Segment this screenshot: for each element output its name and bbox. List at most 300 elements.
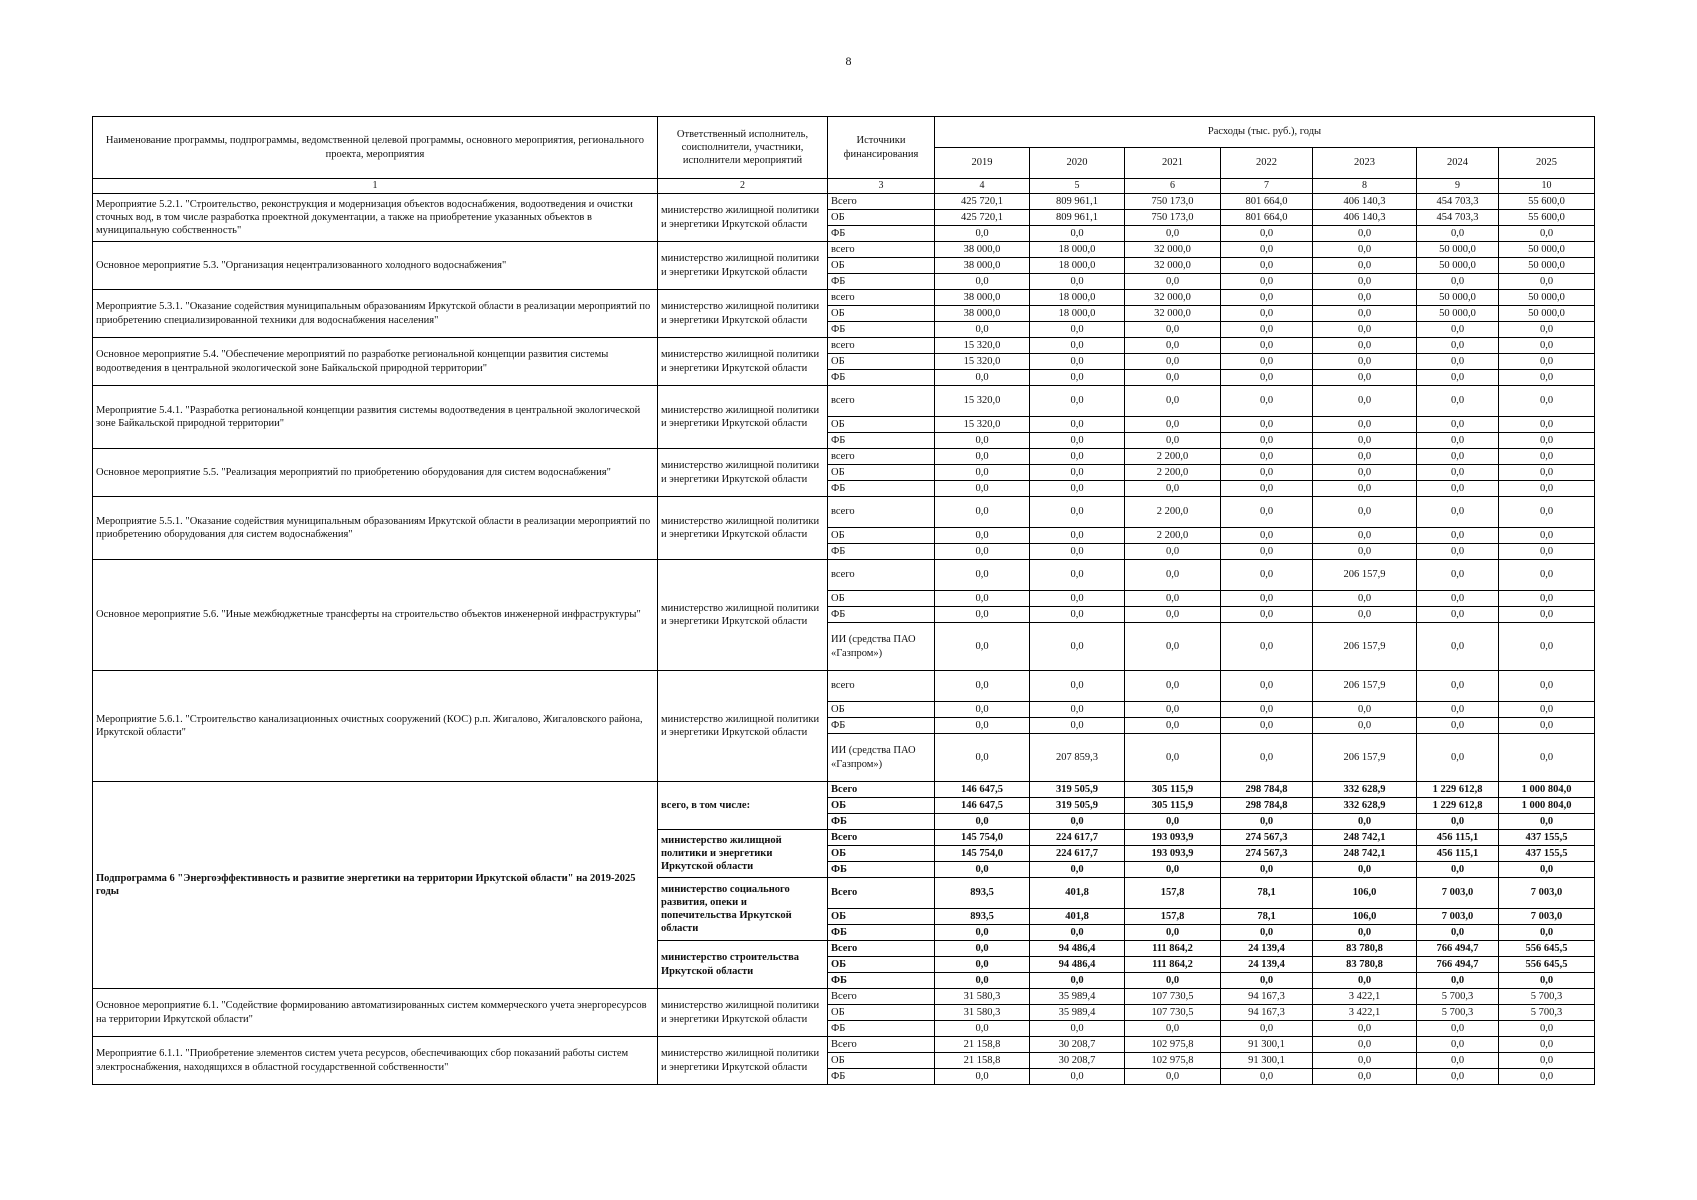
- header-funding-source: Источники финансирования: [828, 117, 935, 179]
- expense-value: 0,0: [1417, 497, 1499, 528]
- expense-value: 0,0: [1030, 623, 1125, 671]
- expense-value: 206 157,9: [1313, 623, 1417, 671]
- expense-value: 406 140,3: [1313, 194, 1417, 210]
- funding-source: ОБ: [828, 591, 935, 607]
- expense-value: 0,0: [1417, 718, 1499, 734]
- expense-value: 0,0: [1499, 544, 1595, 560]
- expense-value: 111 864,2: [1125, 941, 1221, 957]
- expense-value: 0,0: [1221, 1069, 1313, 1085]
- expense-value: 437 155,5: [1499, 846, 1595, 862]
- expense-value: 224 617,7: [1030, 830, 1125, 846]
- expense-value: 809 961,1: [1030, 210, 1125, 226]
- expense-value: 0,0: [1499, 1053, 1595, 1069]
- expense-value: 50 000,0: [1499, 290, 1595, 306]
- expense-value: 0,0: [1417, 925, 1499, 941]
- expense-value: 91 300,1: [1221, 1053, 1313, 1069]
- expense-value: 0,0: [935, 544, 1030, 560]
- expense-value: 91 300,1: [1221, 1037, 1313, 1053]
- expense-value: 18 000,0: [1030, 242, 1125, 258]
- program-item-name: Мероприятие 6.1.1. "Приобретение элементов систем учета ресурсов, обеспечивающих сбор показаний работы систем электроснабжения, находящихся в областной государственной собственности": [93, 1037, 658, 1085]
- expense-value: 0,0: [1221, 306, 1313, 322]
- expense-value: 0,0: [1125, 814, 1221, 830]
- expense-value: 0,0: [1499, 465, 1595, 481]
- expense-value: 50 000,0: [1417, 242, 1499, 258]
- expense-value: 0,0: [1221, 718, 1313, 734]
- expense-value: 0,0: [1417, 417, 1499, 433]
- expense-value: 0,0: [1125, 338, 1221, 354]
- expense-value: 2 200,0: [1125, 449, 1221, 465]
- expense-value: 0,0: [1313, 449, 1417, 465]
- column-number: 1: [93, 179, 658, 194]
- header-year: 2019: [935, 148, 1030, 179]
- expense-value: 0,0: [1313, 417, 1417, 433]
- expense-value: 0,0: [1499, 226, 1595, 242]
- expense-value: 332 628,9: [1313, 798, 1417, 814]
- expense-value: 0,0: [1417, 226, 1499, 242]
- expense-value: 146 647,5: [935, 798, 1030, 814]
- expense-value: 0,0: [1030, 925, 1125, 941]
- responsible-executor: министерство жилищной политики и энергетики Иркутской области: [658, 560, 828, 671]
- table-row: [93, 671, 1595, 702]
- program-item-name: Основное мероприятие 5.5. "Реализация мероприятий по приобретению оборудования для систем водоснабжения": [93, 449, 658, 497]
- expense-value: 0,0: [1125, 322, 1221, 338]
- expense-value: 0,0: [1125, 433, 1221, 449]
- responsible-executor: министерство жилищной политики и энергетики Иркутской области: [658, 449, 828, 497]
- expense-value: 50 000,0: [1417, 306, 1499, 322]
- expense-value: 193 093,9: [1125, 830, 1221, 846]
- expense-value: 0,0: [1499, 973, 1595, 989]
- expense-value: 94 167,3: [1221, 1005, 1313, 1021]
- responsible-executor: министерство жилищной политики и энергетики Иркутской области: [658, 671, 828, 782]
- funding-source: ОБ: [828, 528, 935, 544]
- expense-value: 0,0: [1313, 354, 1417, 370]
- expense-value: 0,0: [1125, 702, 1221, 718]
- expense-value: 0,0: [1030, 481, 1125, 497]
- expense-value: 305 115,9: [1125, 798, 1221, 814]
- expense-value: 0,0: [1125, 607, 1221, 623]
- expense-value: 0,0: [1499, 370, 1595, 386]
- header-year: 2020: [1030, 148, 1125, 179]
- expense-value: 0,0: [935, 1069, 1030, 1085]
- expense-value: 15 320,0: [935, 417, 1030, 433]
- funding-source: ИИ (средства ПАО «Газпром»): [828, 623, 935, 671]
- expense-value: 7 003,0: [1417, 909, 1499, 925]
- expense-value: 0,0: [1125, 973, 1221, 989]
- expense-value: 0,0: [935, 465, 1030, 481]
- expense-value: 30 208,7: [1030, 1053, 1125, 1069]
- expense-value: 1 000 804,0: [1499, 782, 1595, 798]
- expense-value: 0,0: [1030, 1069, 1125, 1085]
- expense-value: 319 505,9: [1030, 782, 1125, 798]
- expense-value: 38 000,0: [935, 290, 1030, 306]
- expense-value: 0,0: [1417, 862, 1499, 878]
- expense-value: 0,0: [1313, 925, 1417, 941]
- funding-source: всего: [828, 386, 935, 417]
- expense-value: 0,0: [935, 607, 1030, 623]
- expense-value: 15 320,0: [935, 354, 1030, 370]
- column-number: 3: [828, 179, 935, 194]
- expense-value: 0,0: [1221, 242, 1313, 258]
- expense-value: 0,0: [1030, 544, 1125, 560]
- table-body: [93, 194, 1595, 1085]
- expense-value: 21 158,8: [935, 1053, 1030, 1069]
- expense-value: 0,0: [1417, 481, 1499, 497]
- expense-value: 0,0: [935, 497, 1030, 528]
- expense-value: 0,0: [935, 481, 1030, 497]
- expense-value: 38 000,0: [935, 242, 1030, 258]
- expense-value: 0,0: [1417, 814, 1499, 830]
- funding-source: ОБ: [828, 354, 935, 370]
- expense-value: 0,0: [935, 560, 1030, 591]
- expense-value: 556 645,5: [1499, 941, 1595, 957]
- responsible-executor: министерство жилищной политики и энергетики Иркутской области: [658, 989, 828, 1037]
- expense-value: 0,0: [1125, 370, 1221, 386]
- expense-value: 0,0: [1499, 671, 1595, 702]
- expense-value: 0,0: [1125, 671, 1221, 702]
- expense-value: 0,0: [1030, 370, 1125, 386]
- funding-source: ФБ: [828, 433, 935, 449]
- expense-value: 766 494,7: [1417, 941, 1499, 957]
- table-row: [93, 989, 1595, 1005]
- expense-value: 0,0: [1221, 560, 1313, 591]
- expense-value: 18 000,0: [1030, 306, 1125, 322]
- expense-value: 0,0: [1221, 607, 1313, 623]
- expense-value: 0,0: [1221, 862, 1313, 878]
- expense-value: 0,0: [1221, 671, 1313, 702]
- expense-value: 146 647,5: [935, 782, 1030, 798]
- program-item-name: Подпрограмма 6 "Энергоэффективность и развитие энергетики на территории Иркутской области" на 2019-2025 годы: [93, 782, 658, 989]
- expense-value: 893,5: [935, 909, 1030, 925]
- expense-value: 31 580,3: [935, 989, 1030, 1005]
- expense-value: 0,0: [1313, 370, 1417, 386]
- table-row: [93, 242, 1595, 258]
- expense-value: 766 494,7: [1417, 957, 1499, 973]
- expense-value: 0,0: [1125, 1021, 1221, 1037]
- expense-value: 0,0: [1417, 528, 1499, 544]
- expense-value: 0,0: [1499, 417, 1595, 433]
- expense-value: 0,0: [1417, 1053, 1499, 1069]
- expense-value: 0,0: [935, 1021, 1030, 1037]
- funding-source: ОБ: [828, 417, 935, 433]
- expense-value: 0,0: [1313, 1053, 1417, 1069]
- header-year: 2024: [1417, 148, 1499, 179]
- expense-value: 0,0: [1313, 242, 1417, 258]
- expense-value: 298 784,8: [1221, 798, 1313, 814]
- expense-value: 0,0: [1313, 338, 1417, 354]
- expense-value: 0,0: [1125, 481, 1221, 497]
- funding-source: ФБ: [828, 862, 935, 878]
- expense-value: 0,0: [1030, 497, 1125, 528]
- expense-value: 0,0: [1417, 734, 1499, 782]
- expense-value: 0,0: [1499, 338, 1595, 354]
- expense-value: 0,0: [1313, 1021, 1417, 1037]
- table-row: [93, 449, 1595, 465]
- funding-source: ОБ: [828, 846, 935, 862]
- page-number: 8: [845, 54, 852, 68]
- expense-value: 0,0: [1417, 322, 1499, 338]
- expense-value: 83 780,8: [1313, 957, 1417, 973]
- expense-value: 0,0: [935, 671, 1030, 702]
- expense-value: 0,0: [935, 734, 1030, 782]
- expense-value: 332 628,9: [1313, 782, 1417, 798]
- expense-value: 0,0: [1417, 671, 1499, 702]
- expense-value: 102 975,8: [1125, 1053, 1221, 1069]
- responsible-executor: министерство жилищной политики и энергетики Иркутской области: [658, 290, 828, 338]
- expense-value: 0,0: [1221, 433, 1313, 449]
- responsible-executor: министерство жилищной политики и энергетики Иркутской области: [658, 497, 828, 560]
- funding-source: всего: [828, 671, 935, 702]
- expense-value: 0,0: [1221, 623, 1313, 671]
- expense-value: 224 617,7: [1030, 846, 1125, 862]
- responsible-executor: всего, в том числе:: [658, 782, 828, 830]
- responsible-executor: министерство жилищной политики и энергетики Иркутской области: [658, 386, 828, 449]
- expense-value: 2 200,0: [1125, 497, 1221, 528]
- expense-value: 0,0: [1125, 623, 1221, 671]
- expense-value: 0,0: [1417, 449, 1499, 465]
- funding-source: ОБ: [828, 210, 935, 226]
- expense-value: 0,0: [1221, 973, 1313, 989]
- expense-value: 83 780,8: [1313, 941, 1417, 957]
- expense-value: 50 000,0: [1499, 242, 1595, 258]
- expense-value: 78,1: [1221, 878, 1313, 909]
- expense-value: 0,0: [1221, 338, 1313, 354]
- expense-value: 0,0: [1499, 560, 1595, 591]
- expense-value: 0,0: [1499, 449, 1595, 465]
- expense-value: 0,0: [1125, 274, 1221, 290]
- expense-value: 0,0: [1417, 1069, 1499, 1085]
- expense-value: 0,0: [1221, 274, 1313, 290]
- expense-value: 0,0: [1030, 465, 1125, 481]
- expense-value: 0,0: [1313, 973, 1417, 989]
- expense-value: 0,0: [1499, 702, 1595, 718]
- expense-value: 0,0: [1030, 528, 1125, 544]
- expense-value: 0,0: [1313, 607, 1417, 623]
- expense-value: 437 155,5: [1499, 830, 1595, 846]
- expense-value: 0,0: [1221, 925, 1313, 941]
- expense-value: 0,0: [1313, 718, 1417, 734]
- expense-value: 0,0: [1030, 226, 1125, 242]
- expense-value: 0,0: [1030, 591, 1125, 607]
- header-year: 2023: [1313, 148, 1417, 179]
- table-row: [93, 782, 1595, 798]
- expense-value: 0,0: [1313, 1037, 1417, 1053]
- expense-value: 0,0: [1313, 258, 1417, 274]
- expense-value: 425 720,1: [935, 210, 1030, 226]
- expense-value: 0,0: [1499, 591, 1595, 607]
- expense-value: 0,0: [935, 370, 1030, 386]
- expense-value: 5 700,3: [1417, 1005, 1499, 1021]
- expense-value: 0,0: [1030, 671, 1125, 702]
- expense-value: 0,0: [935, 814, 1030, 830]
- expense-value: 0,0: [1030, 386, 1125, 417]
- expense-value: 0,0: [1125, 417, 1221, 433]
- table-row: [93, 560, 1595, 591]
- responsible-executor: министерство жилищной политики и энергетики Иркутской области: [658, 1037, 828, 1085]
- table-row: [93, 194, 1595, 210]
- expense-value: 0,0: [1417, 465, 1499, 481]
- expense-value: 0,0: [1313, 465, 1417, 481]
- expense-value: 0,0: [1313, 497, 1417, 528]
- expense-value: 55 600,0: [1499, 194, 1595, 210]
- expense-value: 0,0: [935, 957, 1030, 973]
- funding-source: ОБ: [828, 1005, 935, 1021]
- expense-value: 0,0: [1499, 433, 1595, 449]
- expense-value: 0,0: [1417, 338, 1499, 354]
- expense-value: 2 200,0: [1125, 528, 1221, 544]
- responsible-executor: министерство жилищной политики и энергетики Иркутской области: [658, 242, 828, 290]
- expense-value: 274 567,3: [1221, 830, 1313, 846]
- expense-value: 193 093,9: [1125, 846, 1221, 862]
- expense-value: 0,0: [1417, 560, 1499, 591]
- expense-value: 0,0: [1030, 607, 1125, 623]
- expense-value: 102 975,8: [1125, 1037, 1221, 1053]
- funding-source: всего: [828, 497, 935, 528]
- expense-value: 0,0: [1417, 544, 1499, 560]
- funding-source: ОБ: [828, 909, 935, 925]
- expense-value: 157,8: [1125, 878, 1221, 909]
- funding-source: ФБ: [828, 481, 935, 497]
- expense-value: 0,0: [935, 925, 1030, 941]
- expense-value: 0,0: [1313, 1069, 1417, 1085]
- expense-value: 35 989,4: [1030, 989, 1125, 1005]
- column-numbers-row: [93, 179, 1595, 194]
- expense-value: 0,0: [1221, 814, 1313, 830]
- expense-value: 7 003,0: [1499, 878, 1595, 909]
- expense-value: 1 000 804,0: [1499, 798, 1595, 814]
- expense-value: 456 115,1: [1417, 830, 1499, 846]
- expense-value: 0,0: [1499, 528, 1595, 544]
- expense-value: 0,0: [935, 322, 1030, 338]
- expense-value: 0,0: [935, 973, 1030, 989]
- expense-value: 0,0: [1417, 1037, 1499, 1053]
- responsible-executor: министерство жилищной политики и энергетики Иркутской области: [658, 338, 828, 386]
- funding-source: ФБ: [828, 370, 935, 386]
- expense-value: 38 000,0: [935, 306, 1030, 322]
- expense-value: 0,0: [1125, 560, 1221, 591]
- expense-value: 801 664,0: [1221, 194, 1313, 210]
- expense-value: 106,0: [1313, 878, 1417, 909]
- expense-value: 0,0: [935, 718, 1030, 734]
- funding-source: ИИ (средства ПАО «Газпром»): [828, 734, 935, 782]
- expense-value: 0,0: [1125, 386, 1221, 417]
- expense-value: 50 000,0: [1499, 306, 1595, 322]
- expense-value: 0,0: [1221, 465, 1313, 481]
- expense-value: 35 989,4: [1030, 1005, 1125, 1021]
- funding-source: ФБ: [828, 226, 935, 242]
- expense-value: 274 567,3: [1221, 846, 1313, 862]
- expense-value: 401,8: [1030, 909, 1125, 925]
- expense-value: 0,0: [1030, 274, 1125, 290]
- expense-value: 0,0: [1417, 1021, 1499, 1037]
- expense-value: 556 645,5: [1499, 957, 1595, 973]
- expense-value: 0,0: [1125, 591, 1221, 607]
- funding-source: ФБ: [828, 274, 935, 290]
- funding-source: Всего: [828, 878, 935, 909]
- expense-value: 18 000,0: [1030, 258, 1125, 274]
- expense-value: 809 961,1: [1030, 194, 1125, 210]
- expense-value: 0,0: [1313, 226, 1417, 242]
- table-row: [93, 497, 1595, 528]
- column-number: 2: [658, 179, 828, 194]
- expense-value: 0,0: [1417, 702, 1499, 718]
- program-item-name: Мероприятие 5.3.1. "Оказание содействия муниципальным образованиям Иркутской области в реализации мероприятий по приобретению специализированной техники для водоснабжения населения": [93, 290, 658, 338]
- expense-value: 0,0: [935, 528, 1030, 544]
- funding-source: ФБ: [828, 925, 935, 941]
- expense-value: 0,0: [1221, 226, 1313, 242]
- expense-value: 24 139,4: [1221, 941, 1313, 957]
- funding-source: ФБ: [828, 322, 935, 338]
- funding-source: ОБ: [828, 465, 935, 481]
- expense-value: 0,0: [1030, 973, 1125, 989]
- expense-value: 107 730,5: [1125, 989, 1221, 1005]
- expense-value: 0,0: [1221, 354, 1313, 370]
- expense-value: 106,0: [1313, 909, 1417, 925]
- expense-value: 206 157,9: [1313, 560, 1417, 591]
- header-year: 2021: [1125, 148, 1221, 179]
- expense-value: 5 700,3: [1499, 1005, 1595, 1021]
- expense-value: 157,8: [1125, 909, 1221, 925]
- header-expenses: Расходы (тыс. руб.), годы: [935, 117, 1595, 148]
- expense-value: 319 505,9: [1030, 798, 1125, 814]
- expense-value: 0,0: [1030, 560, 1125, 591]
- expense-value: 15 320,0: [935, 338, 1030, 354]
- funding-source: всего: [828, 560, 935, 591]
- expense-value: 0,0: [1499, 862, 1595, 878]
- expense-value: 145 754,0: [935, 846, 1030, 862]
- funding-source: ОБ: [828, 957, 935, 973]
- funding-source: всего: [828, 242, 935, 258]
- expense-value: 0,0: [1499, 623, 1595, 671]
- funding-source: ФБ: [828, 1069, 935, 1085]
- expense-value: 0,0: [1221, 258, 1313, 274]
- expense-value: 38 000,0: [935, 258, 1030, 274]
- program-item-name: Мероприятие 5.5.1. "Оказание содействия муниципальным образованиям Иркутской области в реализации мероприятий по приобретению оборудования для систем водоснабжения": [93, 497, 658, 560]
- expense-value: 1 229 612,8: [1417, 782, 1499, 798]
- expense-value: 50 000,0: [1417, 290, 1499, 306]
- expense-value: 0,0: [1030, 1021, 1125, 1037]
- expense-value: 0,0: [1313, 591, 1417, 607]
- expense-value: 3 422,1: [1313, 1005, 1417, 1021]
- expense-value: 107 730,5: [1125, 1005, 1221, 1021]
- funding-source: ФБ: [828, 607, 935, 623]
- expense-value: 0,0: [935, 274, 1030, 290]
- expense-value: 0,0: [1030, 718, 1125, 734]
- header-program-name: Наименование программы, подпрограммы, ведомственной целевой программы, основного мероприятия, регионального проекта, мероприятия: [93, 117, 658, 179]
- expense-value: 0,0: [1030, 449, 1125, 465]
- expense-value: 425 720,1: [935, 194, 1030, 210]
- expense-value: 0,0: [1499, 607, 1595, 623]
- column-number: 5: [1030, 179, 1125, 194]
- expense-value: 0,0: [1221, 497, 1313, 528]
- table-row: [93, 1037, 1595, 1053]
- expense-value: 0,0: [935, 433, 1030, 449]
- expense-value: 0,0: [1030, 702, 1125, 718]
- expense-value: 206 157,9: [1313, 734, 1417, 782]
- expense-value: 0,0: [1030, 338, 1125, 354]
- funding-source: Всего: [828, 782, 935, 798]
- expense-value: 0,0: [1221, 544, 1313, 560]
- funding-source: ОБ: [828, 702, 935, 718]
- funding-source: ФБ: [828, 718, 935, 734]
- expense-value: 248 742,1: [1313, 830, 1417, 846]
- expense-value: 0,0: [1499, 354, 1595, 370]
- expense-value: 0,0: [1499, 734, 1595, 782]
- expense-value: 32 000,0: [1125, 306, 1221, 322]
- expense-value: 0,0: [1499, 481, 1595, 497]
- expense-value: 456 115,1: [1417, 846, 1499, 862]
- expense-value: 0,0: [1313, 290, 1417, 306]
- program-item-name: Мероприятие 5.6.1. "Строительство канализационных очистных сооружений (КОС) р.п. Жигалово, Жигаловского района, Иркутской области": [93, 671, 658, 782]
